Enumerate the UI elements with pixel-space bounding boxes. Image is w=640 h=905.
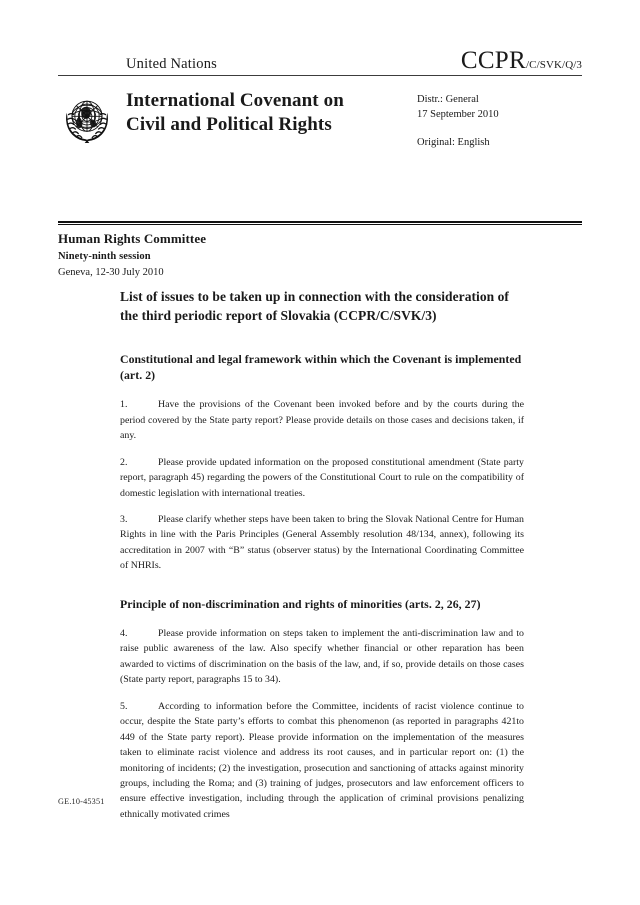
divider-thin-line	[58, 224, 582, 225]
committee-block	[58, 231, 458, 280]
paragraph-3	[120, 512, 524, 574]
session-place-dates: Geneva, 12-30 July 2010	[58, 267, 164, 279]
paragraph-5	[120, 699, 524, 823]
masthead-divider	[58, 75, 582, 76]
document-symbol-main: CCPR	[460, 47, 526, 74]
paragraph-number: 2.	[120, 456, 128, 468]
session-name: Ninety-ninth session	[58, 250, 151, 262]
original-language: Original: English	[417, 136, 490, 148]
paragraph-number: 4.	[120, 627, 128, 639]
organization-name: United Nations	[126, 55, 217, 72]
un-emblem-icon	[58, 89, 116, 147]
section-divider	[58, 221, 582, 226]
document-symbol	[461, 48, 582, 73]
covenant-title-line1: International Covenant on	[126, 90, 344, 111]
emblem-container	[58, 87, 126, 147]
paragraph-text: Please provide updated information on the proposed constitutional amendment (State party report, paragraph 45) regarding the powers of the Constitutional Court to rule on the compatibility of domestic legislation with international treaties.	[120, 456, 524, 499]
section-heading-constitutional-framework: Constitutional and legal framework within which the Covenant is implemented (art. 2)	[120, 352, 522, 383]
paragraph-number: 5.	[120, 700, 128, 712]
paragraph-text: Please clarify whether steps have been taken to bring the Slovak National Centre for Human Rights in line with the Paris Principles (General Assembly resolution 48/134, annex), following its accreditation in 2007 with “B” status (observer status) by the International Coordinating Committee of NHRIs.	[120, 514, 524, 572]
paragraph-text: Please provide information on steps taken to implement the anti-discrimination law and to raise public awareness of the law. Also specify whether financial or other reparation has been awarded to victims of discrimination on the basis of the law, and, if so, provide details on those cases (State party report, paragraphs 15 to 34).	[120, 627, 524, 686]
paragraph-text: Have the provisions of the Covenant been invoked before and by the courts during the period covered by the State party report? Please provide details on those cases and decisions taken, if any.	[120, 399, 524, 442]
divider-thick-line	[58, 221, 582, 223]
footer-reference: GE.10-45351	[58, 797, 105, 806]
paragraph-4	[120, 626, 524, 688]
document-symbol-suffix: /C/SVK/Q/3	[525, 59, 582, 71]
covenant-title	[126, 87, 417, 136]
distribution-block	[417, 87, 582, 151]
paragraph-1	[120, 397, 524, 443]
committee-name: Human Rights Committee	[58, 231, 207, 246]
paragraph-number: 3.	[120, 514, 128, 526]
page-title: List of issues to be taken up in connection with the consideration of the third periodic report of Slovakia (CCPR/C/SVK/3)	[120, 289, 509, 323]
section-heading-non-discrimination: Principle of non-discrimination and rights of minorities (arts. 2, 26, 27)	[120, 596, 481, 611]
paragraph-number: 1.	[120, 399, 128, 411]
paragraph-2	[120, 455, 524, 501]
covenant-title-line2: Civil and Political Rights	[126, 113, 332, 135]
document-body	[120, 288, 524, 822]
masthead	[58, 48, 582, 151]
masthead-body-row	[58, 87, 582, 151]
document-date: 17 September 2010	[417, 108, 499, 120]
distribution-spacer	[417, 123, 582, 136]
masthead-top-row	[58, 48, 582, 75]
distribution-type: Distr.: General	[417, 94, 479, 105]
paragraph-text: According to information before the Committee, incidents of racist violence continue to occur, despite the State party’s efforts to combat this phenomenon (as reported in paragraphs 421to 449 of the State party report). Please provide information on the implementation of the measures taken to eliminate racist violence and address its root causes, and in particular report on: (1) the monitoring of incidents; (2) the investigation, prosecution and sanctioning of attacks against minority groups, including the Roma; and (3) training of judges, prosecutors and law enforcement officers to ensure effective investigation, including through the application of criminal provisions penalizing ethnically motivated crimes	[120, 700, 524, 820]
